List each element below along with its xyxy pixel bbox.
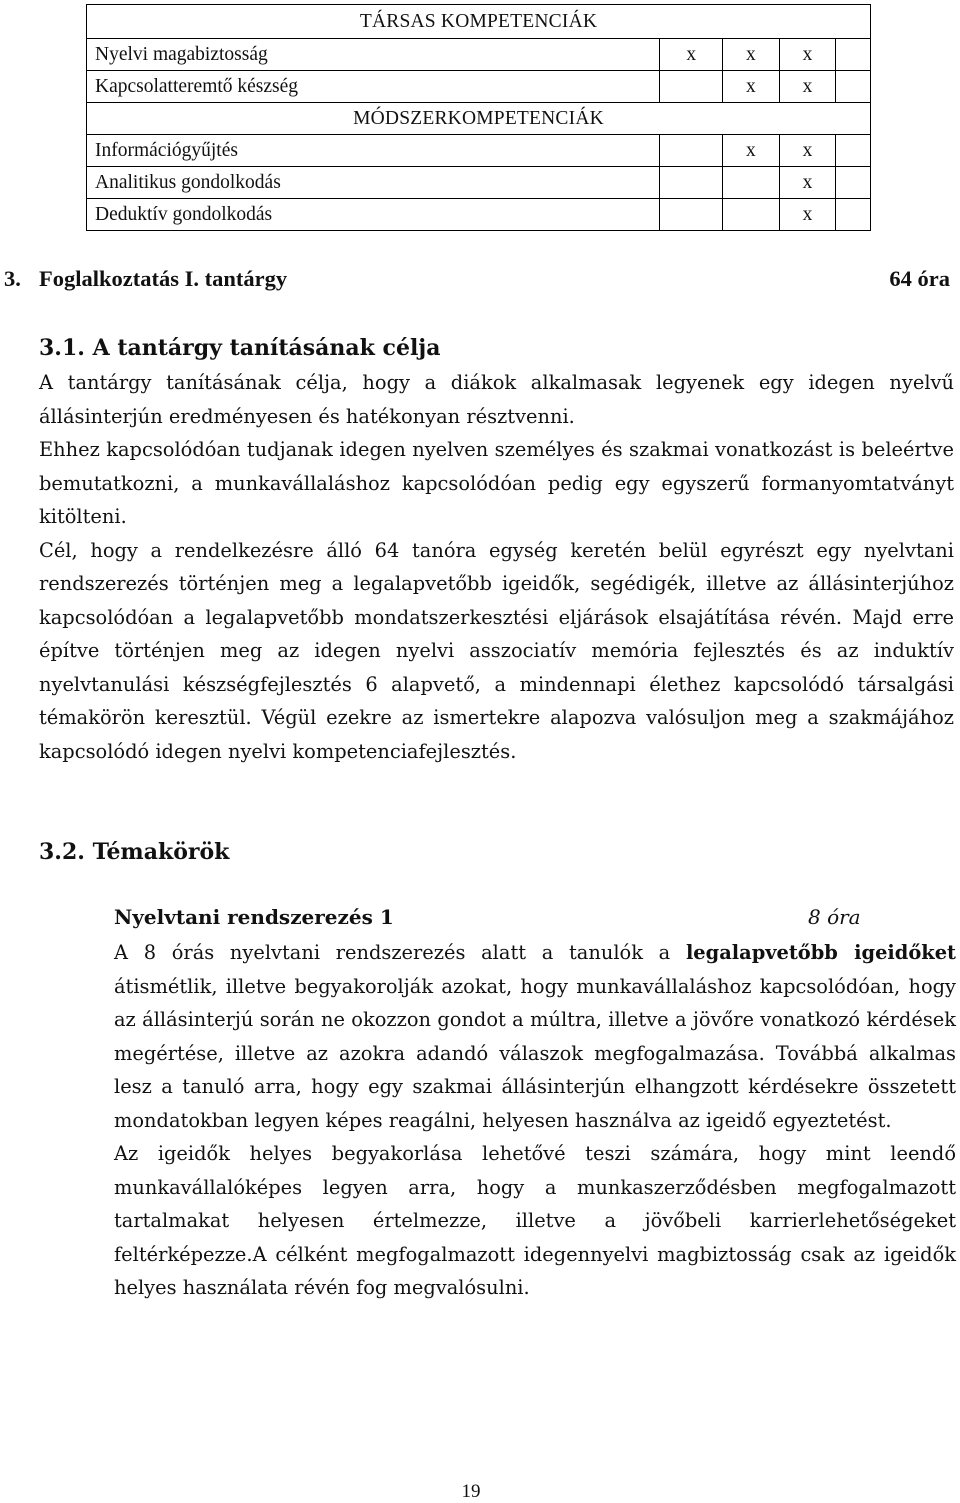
table-mark [723,167,780,199]
text-run-bold: legalapvetőbb igeidőket [685,941,957,964]
table-heading: MÓDSZERKOMPETENCIÁK [87,103,871,135]
paragraph: A tantárgy tanításának célja, hogy a diákok alkalmasak legyenek egy idegen nyelvű állásinterjún eredményesen és hatékonyan résztvenni. [39,371,954,428]
table-mark: x [723,135,780,167]
table-heading-row [87,103,871,135]
table-heading: TÁRSAS KOMPETENCIÁK [87,5,871,39]
table-mark: x [779,199,836,231]
section-3-1-body [39,366,954,768]
table-heading-row [87,5,871,39]
table-mark [660,167,723,199]
topic-title: Nyelvtani rendszerezés 1 [114,905,394,929]
paragraph: Cél, hogy a rendelkezésre álló 64 tanóra egység keretén belül egyrészt egy nyelvtani rendszerezés történjen meg a legalapvetőbb igeidők, segédigék, illetve az állásinterjúhoz kapcsolódóan a legalapvetőbb mondatszerkesztési eljárások elsajátítása révén. Majd erre építve történjen meg az idegen nyelvi asszociatív memória fejlesztés és az induktív nyelvtanulási készségfejlesztés 6 alapvető, a mindennapi élethez kapcsolódó társalgási témakörön keresztül. Végül ezekre az ismertekre alapozva valósuljon meg a szakmájához kapcsolódó idegen nyelvi kompetenciafejlesztés. [39,538,954,763]
table-mark: x [779,135,836,167]
table-row-label: Nyelvi magabiztosság [87,39,660,71]
text-run: átismétlik, illetve begyakorolják azokat, hogy munkavállaláshoz kapcsolódóan, hogy az állásinterjú során ne okozzon gondot a múltra, illetve a jövőre vonatkozó kérdések megértése, illetve az azokra adandó válaszok megfogalmazása. Továbbá alkalmas lesz a tanuló arra, hogy egy szakmai állásinterjún elhangzott kérdésekre összetett mondatokban legyen képes reagálni, helyesen használva az igeidő egyeztetést. [114,974,956,1132]
table-mark [660,135,723,167]
table-row [87,135,871,167]
table-cell-empty [836,39,871,71]
section-3-title: Foglalkoztatás I. tantárgy [39,266,288,291]
table-row-label: Információgyűjtés [87,135,660,167]
table-cell-empty [836,167,871,199]
section-3-number: 3. [4,266,21,291]
table-cell-empty [836,199,871,231]
text-run: A 8 órás nyelvtani rendszerezés alatt a tanulók a [114,941,686,964]
paragraph [114,936,956,1137]
table-mark [723,199,780,231]
table-row [87,39,871,71]
table-mark [660,71,723,103]
page-number: 19 [461,1481,481,1502]
table-mark: x [779,71,836,103]
topic-body [114,936,956,1305]
paragraph: Ehhez kapcsolódóan tudjanak idegen nyelven személyes és szakmai vonatkozást is beleértve bemutatkozni, a munkavállaláshoz kapcsolódóan pedig egy egyszerű formanyomtatványt kitölteni. [39,438,954,528]
table-mark: x [723,71,780,103]
table-row-label: Analitikus gondolkodás [87,167,660,199]
table-row [87,71,871,103]
section-3-hours: 64 óra [889,266,950,291]
table-cell-empty [836,135,871,167]
table-row [87,167,871,199]
table-row-label: Kapcsolatteremtő készség [87,71,660,103]
section-3-2-title: 3.2. Témakörök [39,839,230,865]
table-mark: x [779,167,836,199]
table-cell-empty [836,71,871,103]
table-mark: x [779,39,836,71]
table-mark [660,199,723,231]
table-mark: x [723,39,780,71]
topic-hours: 8 óra [808,905,861,929]
table-mark: x [660,39,723,71]
competency-table [86,4,871,231]
paragraph: Az igeidők helyes begyakorlása lehetővé teszi számára, hogy mint leendő munkavállalóképes legyen arra, hogy a munkaszerződésben megfogalmazott tartalmakat helyesen értelmezze, illetve a jövőbeli karrierlehetőségeket feltérképezze.A célként megfogalmazott idegennyelvi magbiztosság csak az igeidők helyes használata révén fog megvalósulni. [114,1142,956,1299]
table-row-label: Deduktív gondolkodás [87,199,660,231]
section-3-1-title: 3.1. A tantárgy tanításának célja [39,335,441,361]
table-row [87,199,871,231]
